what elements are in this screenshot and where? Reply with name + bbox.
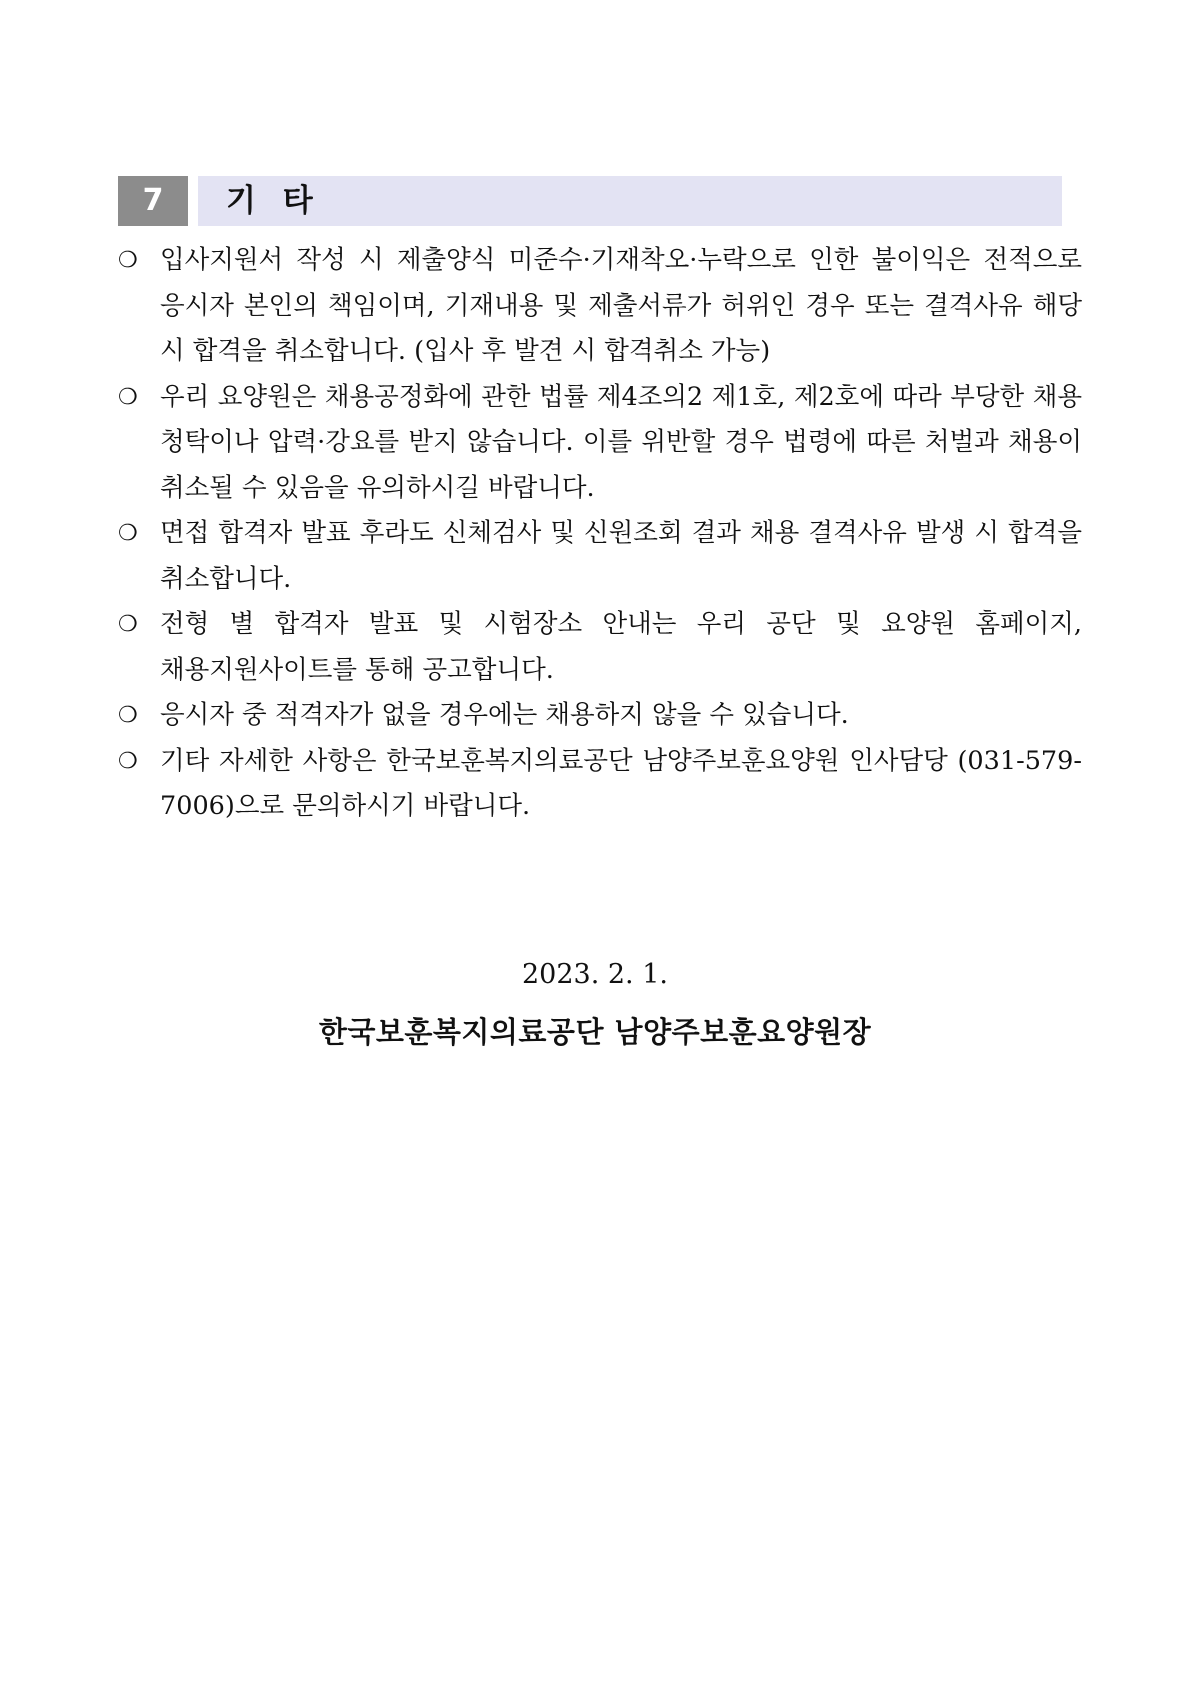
section-title-bar: [198, 176, 1062, 226]
list-item: [118, 739, 1082, 830]
section-title: 기 타: [226, 183, 321, 219]
list-item: [118, 602, 1082, 693]
list-item-text: 기타 자세한 사항은 한국보훈복지의료공단 남양주보훈요양원 인사담당 (031-579-7006)으로 문의하시기 바랍니다.: [160, 745, 1082, 821]
circle-bullet-icon: ❍: [118, 248, 138, 273]
circle-bullet-icon: ❍: [118, 703, 138, 728]
list-item-text: 전형 별 합격자 발표 및 시험장소 안내는 우리 공단 및 요양원 홈페이지, 채용지원사이트를 통해 공고합니다.: [160, 609, 1082, 685]
signature-organization: 한국보훈복지의료공단 남양주보훈요양원장: [318, 1015, 872, 1049]
list-item: [118, 693, 1082, 739]
circle-bullet-icon: ❍: [118, 748, 138, 774]
circle-bullet-icon: ❍: [118, 521, 138, 546]
list-item-text: 우리 요양원은 채용공정화에 관한 법률 제4조의2 제1호, 제2호에 따라 부당한 채용 청탁이나 압력·강요를 받지 않습니다. 이를 위반할 경우 법령에 따른 처벌과 채용이 취소될 수 있음을 유의하시길 바랍니다.: [160, 381, 1082, 503]
circle-bullet-icon: ❍: [118, 612, 138, 637]
list-item: [118, 375, 1082, 512]
circle-bullet-icon: ❍: [118, 384, 138, 410]
signature-date: 2023. 2. 1.: [522, 959, 668, 990]
notice-list: [118, 238, 1082, 830]
list-item: [118, 238, 1082, 375]
list-item-text: 응시자 중 적격자가 없을 경우에는 채용하지 않을 수 있습니다.: [160, 700, 849, 730]
section-header: [118, 176, 1062, 226]
list-item-text: 면접 합격자 발표 후라도 신체검사 및 신원조회 결과 채용 결격사유 발생 시 합격을 취소합니다.: [160, 518, 1082, 594]
list-item: [118, 511, 1082, 602]
list-item-text: 입사지원서 작성 시 제출양식 미준수·기재착오·누락으로 인한 불이익은 전적으로 응시자 본인의 책임이며, 기재내용 및 제출서류가 허위인 경우 또는 결격사유 해당 시 합격을 취소합니다. (입사 후 발견 시 합격취소 가능): [160, 245, 1082, 366]
section-number: 7: [118, 176, 188, 226]
